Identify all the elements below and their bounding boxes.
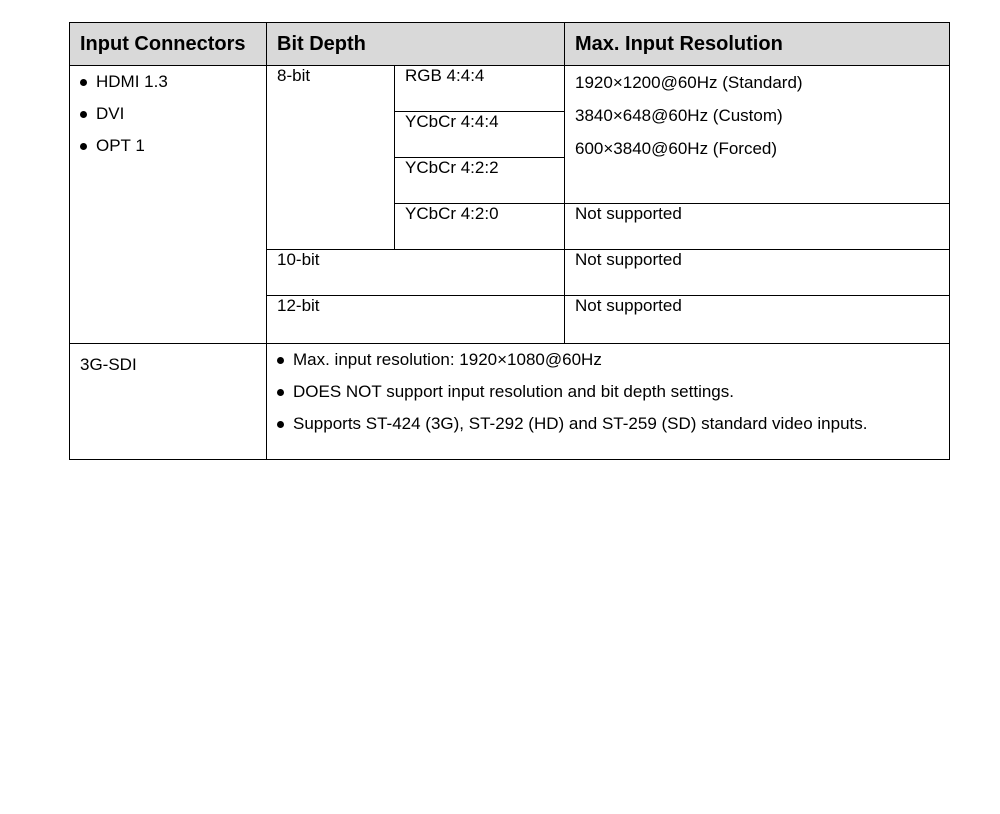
connector-label: HDMI 1.3 bbox=[96, 72, 168, 91]
header-bit-depth: Bit Depth bbox=[267, 23, 565, 66]
bullet-icon bbox=[80, 143, 87, 150]
bit-depth-10bit: 10-bit bbox=[267, 250, 565, 296]
bit-depth-12bit: 12-bit bbox=[267, 296, 565, 344]
sdi-note: Max. input resolution: 1920×1080@60Hz bbox=[293, 350, 602, 369]
connector-list bbox=[80, 66, 256, 162]
connector-3g-sdi: 3G-SDI bbox=[70, 344, 267, 460]
list-item bbox=[277, 376, 939, 408]
list-item bbox=[80, 98, 256, 130]
sdi-note: Supports ST-424 (3G), ST-292 (HD) and ST-259 (SD) standard video inputs. bbox=[293, 414, 868, 433]
resolution-standard: 1920×1200@60Hz (Standard) bbox=[575, 73, 803, 92]
format-ycbcr444: YCbCr 4:4:4 bbox=[395, 112, 565, 158]
table-row bbox=[70, 66, 950, 112]
format-rgb444: RGB 4:4:4 bbox=[395, 66, 565, 112]
input-spec-table bbox=[69, 22, 950, 460]
header-input-connectors: Input Connectors bbox=[70, 23, 267, 66]
connectors-cell bbox=[70, 66, 267, 344]
list-item bbox=[80, 66, 256, 98]
list-item bbox=[80, 130, 256, 162]
bit-depth-8bit: 8-bit bbox=[267, 66, 395, 250]
table-header-row bbox=[70, 23, 950, 66]
list-item bbox=[277, 344, 939, 376]
connector-label: DVI bbox=[96, 104, 125, 123]
resolution-12bit: Not supported bbox=[565, 296, 950, 344]
sdi-notes-list bbox=[277, 344, 939, 440]
resolution-ycbcr420: Not supported bbox=[565, 204, 950, 250]
bullet-icon bbox=[277, 421, 284, 428]
format-ycbcr420: YCbCr 4:2:0 bbox=[395, 204, 565, 250]
bullet-icon bbox=[277, 389, 284, 396]
sdi-note: DOES NOT support input resolution and bit depth settings. bbox=[293, 382, 734, 401]
resolution-10bit: Not supported bbox=[565, 250, 950, 296]
connector-label: OPT 1 bbox=[96, 136, 145, 155]
header-max-input-resolution: Max. Input Resolution bbox=[565, 23, 950, 66]
sdi-notes-cell bbox=[267, 344, 950, 460]
resolution-forced: 600×3840@60Hz (Forced) bbox=[575, 139, 778, 158]
format-ycbcr422: YCbCr 4:2:2 bbox=[395, 158, 565, 204]
list-item bbox=[277, 408, 939, 440]
bullet-icon bbox=[80, 111, 87, 118]
bullet-icon bbox=[277, 357, 284, 364]
resolution-custom: 3840×648@60Hz (Custom) bbox=[575, 106, 783, 125]
resolution-8bit-cell bbox=[565, 66, 950, 204]
bullet-icon bbox=[80, 79, 87, 86]
table-row bbox=[70, 344, 950, 460]
